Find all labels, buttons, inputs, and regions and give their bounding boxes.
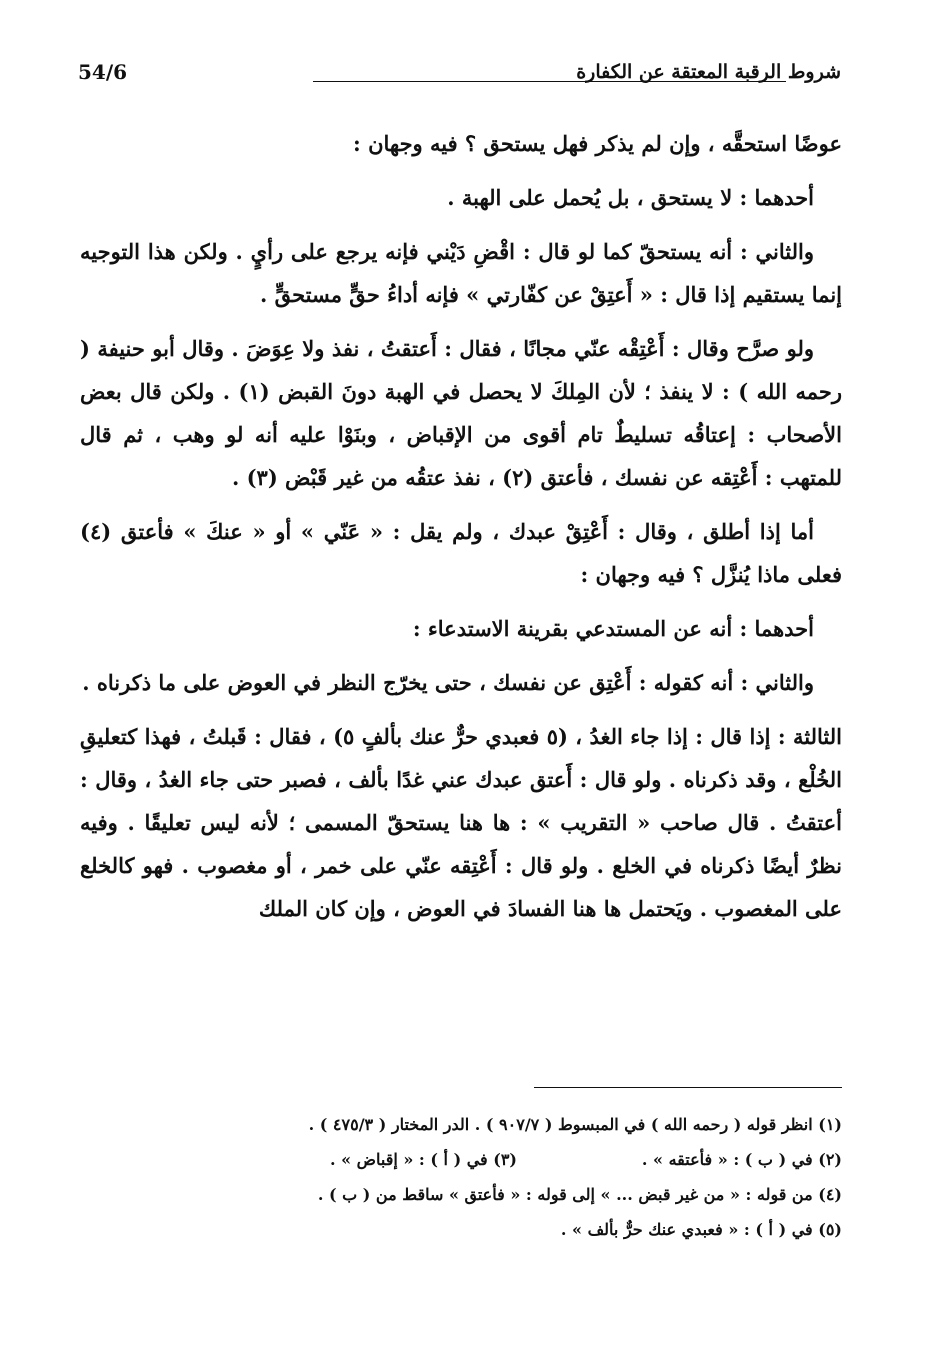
paragraph-5: أما إذا أطلق ، وقال : أَعْتِقْ عبدك ، ولم يقل : « عَنّي » أو « عنكَ » فأعتق (٤) فعلى ماذا يُنزَّل ؟ فيه وجهان : (80, 519, 842, 587)
page-number: 54/6 (78, 60, 128, 84)
footnote-row-2-3 (80, 1143, 842, 1178)
footnote-1: (١) انظر قوله ( رحمه الله ) في المبسوط ( ٩٠٧/٧ ) . الدر المختار ( ٤٧٥/٣ ) . (308, 1115, 842, 1134)
paragraph-8-text: إذا قال : إذا جاء الغدُ ، (٥ فعبدي حرٌّ عنك بألفٍ ٥) ، فقال : قَبلتُ ، فهذا كتعليقِ الخُلْع ، وقد ذكرناه . ولو قال : أَعتق عبدك عني غدًا بألف ، فصبر حتى جاء الغدُ ، وقال : أعتقتُ . قال صاحب « التقريب » : ها هنا يستحقّ المسمى ؛ لأنه ليس تعليقًا . وفيه نظرٌ أيضًا ذكرناه في الخلع . ولو قال : أَعْتِقه عنّي على خمر ، أو مغصوب . فهو كالخلع على المغصوب . ويَحتمل ها هنا الفسادَ في العوض ، وإن كان الملك (80, 724, 842, 921)
paragraph-7: والثاني : أنه كقوله : أَعْتِق عن نفسك ، حتى يخرّج النظر في العوض على ما ذكرناه . (82, 670, 814, 695)
paragraph-6: أحدهما : أنه عن المستدعي بقرينة الاستدعاء : (412, 616, 814, 641)
footnote-3: (٣) في ( أ ) : « إقباض » . (329, 1150, 517, 1169)
paragraph-3: والثاني : أنه يستحقّ كما لو قال : اقْضِ دَيْني فإنه يرجع على رأيٍ . ولكن هذا التوجيه إنما يستقيم إذا قال : « أَعتِقْ عن كفّارتي » فإنه أداءُ حقٍّ مستحقٍّ . (80, 239, 842, 307)
page-header (78, 56, 841, 88)
paragraph-2: أحدهما : لا يستحق ، بل يُحمل على الهبة . (447, 185, 814, 210)
paragraph-4: ولو صرَّح وقال : أَعْتِقْه عنّي مجانًا ، فقال : أَعتقتُ ، نفذ ولا عِوَضَ . وقال أبو حنيفة ( رحمه الله ) : لا ينفذ ؛ لأن المِلكَ لا يحصل في الهبة دونَ القبض (١) . ولكن قال بعض الأصحاب : إعتاقُه تسليطٌ تام أقوى من الإقباض ، وبنَوْا عليه أنه لو وهب ، ثم قال للمتهب : أَعْتِقه عن نفسك ، فأعتق (٢) ، نفذ عتقُه من غير قَبْض (٣) . (80, 336, 842, 490)
footnote-5: (٥) في ( أ ) : « فعبدي عنك حرٌّ بألف » . (560, 1220, 842, 1239)
footnotes (80, 1108, 842, 1248)
footnote-4: (٤) من قوله : « من غير قبض ... » إلى قوله : « فأعتق » ساقط من ( ب ) . (317, 1185, 842, 1204)
running-title: شروط الرقبة المعتقة عن الكفارة (576, 61, 841, 83)
section-label-third: الثالثة : (777, 724, 842, 749)
paragraph-8 (80, 715, 842, 930)
header-rule (313, 81, 786, 82)
paragraph-1: عوضًا استحقَّه ، وإن لم يذكر فهل يستحق ؟ فيه وجهان : (353, 131, 842, 156)
main-text (80, 122, 842, 941)
footnote-rule (534, 1087, 842, 1088)
footnote-2: (٢) في ( ب ) : « فأعتقه » . (641, 1150, 842, 1169)
